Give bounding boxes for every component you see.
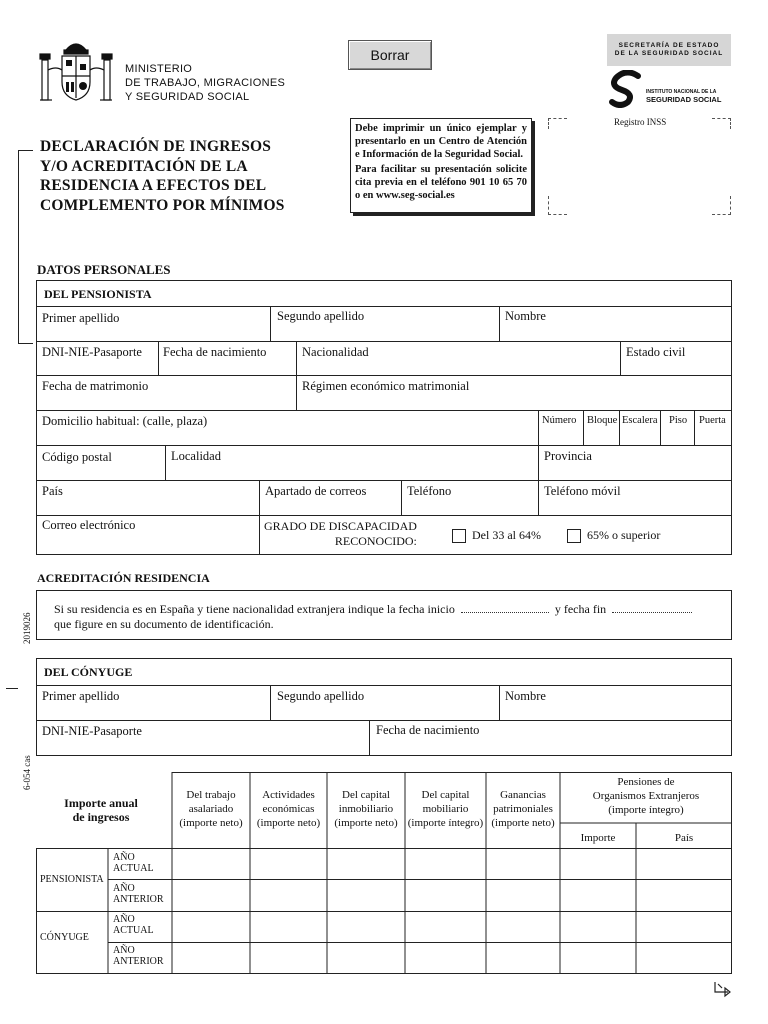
primer-apellido-field[interactable]: Primer apellido bbox=[42, 311, 120, 325]
col-header-line: (importe íntegro) bbox=[608, 804, 684, 816]
section-heading: DATOS PERSONALES bbox=[37, 262, 171, 277]
col-importe-header: Importe bbox=[580, 832, 616, 844]
fecha-matrimonio-field[interactable]: Fecha de matrimonio bbox=[42, 379, 149, 393]
segundo-apellido-field[interactable]: Segundo apellido bbox=[277, 309, 365, 323]
nacionalidad-field[interactable]: Nacionalidad bbox=[302, 345, 369, 359]
grado-line: RECONOCIDO: bbox=[334, 534, 417, 548]
ingresos-title-line: Importe anual bbox=[64, 796, 138, 810]
domicilio-field[interactable]: Domicilio habitual: (calle, plaza) bbox=[42, 414, 208, 428]
ministry-line: MINISTERIO bbox=[125, 63, 193, 75]
row-conyuge-label: CÓNYUGE bbox=[40, 932, 89, 943]
fecha-fin-field[interactable] bbox=[612, 602, 692, 613]
anio-line: ANTERIOR bbox=[113, 894, 164, 905]
col-ganancias-header bbox=[486, 788, 560, 830]
conyuge-primer-apellido-field[interactable]: Primer apellido bbox=[42, 689, 120, 703]
divider bbox=[270, 306, 271, 341]
inss-small-text: INSTITUTO NACIONAL DE LA bbox=[646, 89, 717, 95]
col-header-line: (importe neto) bbox=[334, 817, 398, 829]
anio-actual-label bbox=[113, 852, 154, 874]
conyuge-nombre-field[interactable]: Nombre bbox=[505, 689, 546, 703]
note-paragraph: Debe imprimir un único ejemplar y presentarlo en un Centro de Atención e Información de la Seguridad Social. bbox=[355, 123, 527, 160]
registro-corner bbox=[712, 118, 731, 129]
pensionista-heading: DEL PENSIONISTA bbox=[44, 287, 152, 301]
escalera-field[interactable]: Escalera bbox=[622, 415, 658, 426]
divider bbox=[36, 445, 732, 446]
divider bbox=[619, 410, 620, 445]
form-title bbox=[40, 137, 285, 215]
col-pensiones-header bbox=[560, 775, 732, 817]
col-inmobiliario-header bbox=[327, 788, 405, 830]
side-code: 6-054 cas bbox=[22, 755, 32, 790]
borrar-button[interactable]: Borrar bbox=[348, 40, 432, 70]
fecha-nacimiento-field[interactable]: Fecha de nacimiento bbox=[163, 345, 267, 359]
dni-field[interactable]: DNI-NIE-Pasaporte bbox=[42, 345, 142, 359]
title-line: RESIDENCIA A EFECTOS DEL bbox=[40, 177, 267, 194]
acreditacion-text: Si su residencia es en España y tiene nacionalidad extranjera indique la fecha inicio bbox=[54, 602, 455, 616]
title-line: COMPLEMENTO POR MÍNIMOS bbox=[40, 196, 285, 214]
col-header-line: Pensiones de bbox=[617, 776, 675, 788]
col-actividades-header bbox=[250, 788, 327, 830]
localidad-field[interactable]: Localidad bbox=[171, 449, 221, 463]
conyuge-heading: DEL CÓNYUGE bbox=[44, 665, 133, 679]
correo-field[interactable]: Correo electrónico bbox=[42, 518, 136, 532]
codigo-postal-field[interactable]: Código postal bbox=[42, 450, 112, 464]
page-turn-icon bbox=[712, 980, 734, 998]
conyuge-fecha-nacimiento-field[interactable]: Fecha de nacimiento bbox=[376, 723, 480, 737]
apartado-field[interactable]: Apartado de correos bbox=[265, 484, 367, 498]
divider bbox=[36, 480, 732, 481]
inss-name bbox=[646, 88, 721, 104]
anio-line: ACTUAL bbox=[113, 863, 154, 874]
regimen-field[interactable]: Régimen económico matrimonial bbox=[302, 379, 470, 393]
col-header-line: (importe neto) bbox=[491, 817, 555, 829]
title-line: Y/O ACREDITACIÓN DE LA bbox=[40, 157, 248, 175]
option-33-64[interactable] bbox=[452, 528, 541, 543]
bloque-field[interactable]: Bloque bbox=[587, 415, 618, 426]
option-65-superior-label: 65% o superior bbox=[587, 528, 661, 542]
col-header-line: Actividades bbox=[262, 789, 315, 801]
divider bbox=[36, 341, 732, 342]
col-header-line: (importe neto) bbox=[256, 817, 321, 829]
row-pensionista-label: PENSIONISTA bbox=[40, 874, 104, 885]
checkbox-65-superior[interactable] bbox=[567, 529, 581, 543]
anio-line: ANTERIOR bbox=[113, 956, 164, 967]
divider bbox=[158, 341, 159, 375]
col-header-line: (importe neto) bbox=[179, 817, 243, 829]
inss-big-text: SEGURIDAD SOCIAL bbox=[646, 95, 722, 104]
divider bbox=[538, 480, 539, 515]
divider bbox=[36, 410, 732, 411]
anio-line: ACTUAL bbox=[113, 925, 154, 936]
col-header-line: económicas bbox=[262, 803, 315, 815]
ingresos-title-line: de ingresos bbox=[72, 810, 130, 824]
anio-anterior-label bbox=[113, 883, 164, 905]
acreditacion-heading: ACREDITACIÓN RESIDENCIA bbox=[37, 571, 210, 585]
col-pais-header: País bbox=[674, 832, 694, 844]
secretaria-line: DE LA SEGURIDAD SOCIAL bbox=[614, 50, 724, 57]
anio-line: AÑO bbox=[113, 852, 135, 863]
divider bbox=[499, 685, 500, 720]
side-code: 2019026 bbox=[22, 612, 32, 644]
divider bbox=[36, 720, 732, 721]
registro-corner bbox=[712, 196, 731, 215]
telefono-field[interactable]: Teléfono bbox=[407, 484, 452, 498]
divider bbox=[369, 720, 370, 756]
divider bbox=[270, 685, 271, 720]
anio-line: AÑO bbox=[113, 883, 135, 894]
grado-discapacidad-label bbox=[264, 519, 417, 549]
col-header-line: Del trabajo bbox=[186, 789, 236, 801]
ingresos-title bbox=[56, 796, 146, 824]
option-65-superior[interactable] bbox=[567, 528, 660, 543]
anio-line: AÑO bbox=[113, 914, 135, 925]
note-paragraph: Para facilitar su presentación solicite cita previa en el teléfono 901 10 65 70 o en www.seg-social.es bbox=[355, 164, 527, 201]
registro-label: Registro INSS bbox=[614, 117, 667, 127]
divider bbox=[620, 341, 621, 375]
anio-line: AÑO bbox=[113, 945, 135, 956]
fecha-inicio-field[interactable] bbox=[461, 602, 549, 613]
conyuge-section bbox=[36, 658, 732, 756]
acreditacion-fin-text: y fecha fin bbox=[554, 602, 607, 616]
conyuge-segundo-apellido-field[interactable]: Segundo apellido bbox=[277, 689, 365, 703]
col-header-line: Del capital bbox=[342, 789, 390, 801]
conyuge-dni-field[interactable]: DNI-NIE-Pasaporte bbox=[42, 724, 142, 738]
margin-bracket bbox=[18, 150, 33, 344]
puerta-field[interactable]: Puerta bbox=[699, 415, 726, 426]
checkbox-33-64[interactable] bbox=[452, 529, 466, 543]
ministry-name bbox=[125, 62, 285, 104]
divider bbox=[499, 306, 500, 341]
divider bbox=[538, 410, 539, 480]
col-header-line: inmobiliario bbox=[338, 803, 394, 815]
piso-field[interactable]: Piso bbox=[669, 415, 688, 426]
coat-of-arms-logo bbox=[36, 36, 116, 112]
provincia-field[interactable]: Provincia bbox=[544, 449, 592, 463]
option-33-64-label: Del 33 al 64% bbox=[472, 528, 541, 542]
ministry-line: Y SEGURIDAD SOCIAL bbox=[125, 91, 250, 103]
instructions-note bbox=[350, 118, 532, 213]
col-header-line: Del capital bbox=[421, 789, 470, 801]
divider bbox=[259, 480, 260, 555]
grado-line: GRADO DE DISCAPACIDAD bbox=[264, 519, 417, 533]
divider bbox=[583, 410, 584, 445]
inss-logo-icon bbox=[608, 70, 644, 108]
acreditacion-text-line2: que figure en su documento de identificación. bbox=[54, 617, 274, 631]
divider bbox=[660, 410, 661, 445]
nombre-field[interactable]: Nombre bbox=[505, 309, 546, 323]
col-header-line: Ganancias bbox=[500, 789, 546, 801]
col-header-line: mobiliario bbox=[422, 803, 469, 815]
divider bbox=[401, 480, 402, 515]
col-header-line: (importe íntegro) bbox=[407, 817, 484, 829]
pais-field[interactable]: País bbox=[42, 484, 63, 498]
fold-mark bbox=[6, 688, 18, 689]
col-header-line: asalariado bbox=[188, 803, 234, 815]
registro-corner bbox=[548, 118, 567, 129]
anio-anterior-label bbox=[113, 945, 164, 967]
col-trabajo-header bbox=[172, 788, 250, 830]
estado-civil-field[interactable]: Estado civil bbox=[626, 345, 686, 359]
anio-actual-label bbox=[113, 914, 154, 936]
ministry-line: DE TRABAJO, MIGRACIONES bbox=[125, 77, 286, 89]
col-header-line: patrimoniales bbox=[493, 803, 553, 815]
divider bbox=[694, 410, 695, 445]
secretaria-line: SECRETARÍA DE ESTADO bbox=[618, 42, 720, 49]
divider bbox=[296, 341, 297, 410]
numero-field[interactable]: Número bbox=[542, 415, 577, 426]
col-header-line: Organismos Extranjeros bbox=[592, 790, 700, 802]
registro-corner bbox=[548, 196, 567, 215]
divider bbox=[36, 685, 732, 686]
col-mobiliario-header bbox=[405, 788, 486, 830]
secretaria-banner bbox=[607, 34, 731, 66]
divider bbox=[36, 515, 732, 516]
divider bbox=[165, 445, 166, 480]
telefono-movil-field[interactable]: Teléfono móvil bbox=[544, 484, 621, 498]
title-line: DECLARACIÓN DE INGRESOS bbox=[40, 138, 272, 155]
divider bbox=[36, 306, 732, 307]
divider bbox=[36, 375, 732, 376]
acreditacion-text-line1 bbox=[54, 602, 698, 617]
